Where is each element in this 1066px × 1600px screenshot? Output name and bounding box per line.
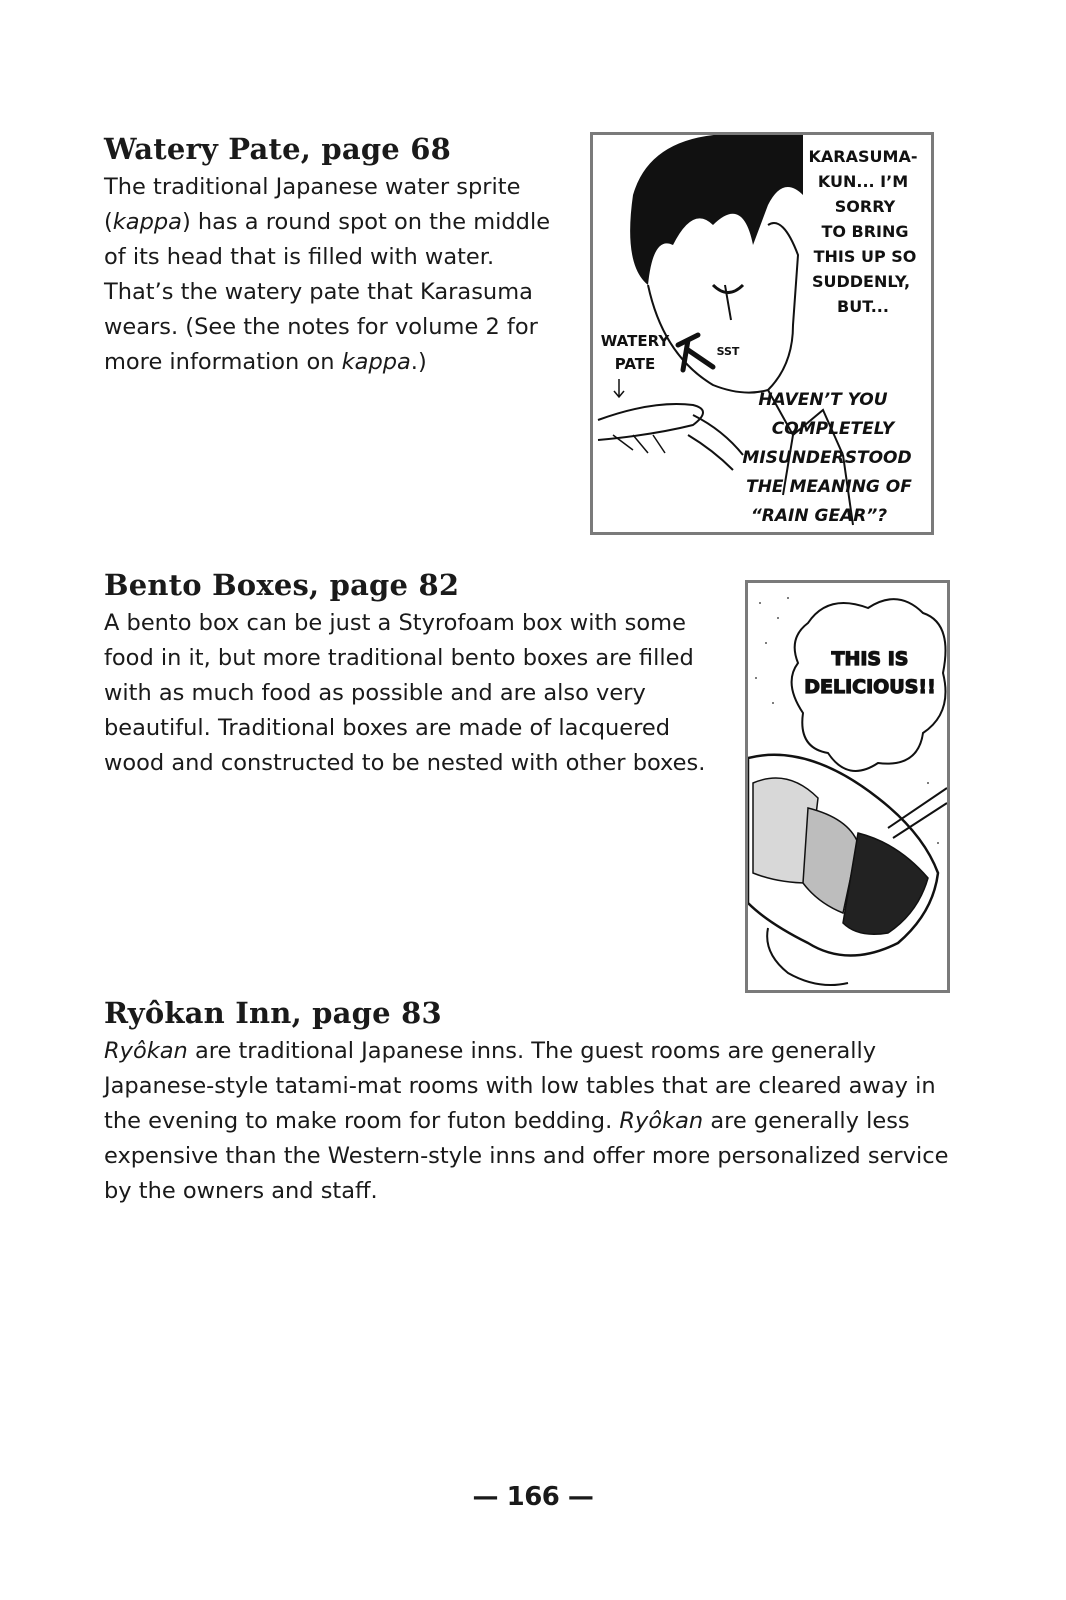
- manga-illustration-karasuma: [593, 135, 931, 532]
- caption-line: HAVEN’T YOU: [758, 390, 888, 410]
- speech-line: SORRY: [834, 197, 896, 216]
- speech-line: THIS UP SO: [813, 247, 917, 266]
- body-text-run: .): [410, 349, 427, 375]
- body-text-run: ) has a round spot on the middle of its head that is filled with water. That’s the watery pate that Karasuma wears. (See the notes for volume 2 for more information on: [104, 209, 551, 375]
- label-line: WATERY: [600, 332, 670, 350]
- speech-line: DELICIOUS!!: [804, 676, 936, 698]
- manga-panel-bento: [745, 580, 950, 993]
- speech-line: BUT...: [837, 297, 889, 316]
- body-text-run: The traditional Japanese water sprite (: [104, 174, 521, 235]
- body-text-run: are generally less expensive than the Western-style inns and offer more personalized service by the owners and staff.: [104, 1108, 949, 1204]
- sfx-text: SST: [716, 345, 740, 358]
- speech-line: THIS IS: [831, 648, 909, 670]
- watery-pate-label: [601, 332, 671, 397]
- section-heading: Ryôkan Inn, page 83: [104, 996, 442, 1030]
- face-outline: [648, 223, 798, 393]
- eye-line: [713, 285, 743, 293]
- page-number: — 166 —: [472, 1482, 594, 1512]
- speech-line: KUN... I’M: [817, 172, 909, 191]
- body-italic-term: kappa: [112, 209, 182, 235]
- section-watery-pate: [104, 132, 564, 380]
- speech-bubble-text: [809, 147, 918, 316]
- caption-text: [742, 390, 912, 526]
- body-italic-term: Ryôkan: [619, 1108, 704, 1134]
- section-body: [104, 170, 564, 380]
- section-ryokan-inn: [104, 996, 974, 1209]
- manga-illustration-bento: [748, 583, 947, 990]
- speech-line: KARASUMA-: [808, 147, 918, 166]
- caption-line: “RAIN GEAR”?: [750, 506, 888, 526]
- hair-shape: [630, 135, 803, 285]
- sfx-mark: [678, 335, 713, 370]
- body-italic-term: Ryôkan: [104, 1038, 188, 1064]
- watery-pate-object: [598, 404, 703, 440]
- speech-line: SUDDENLY,: [811, 272, 911, 291]
- body-text-run: are traditional Japanese inns. The guest rooms are generally Japanese-style tatami-mat rooms with low tables that are cleared away in the evening to make room for futon bedding.: [104, 1038, 936, 1134]
- eye-detail: [725, 285, 731, 320]
- label-arrow: [614, 379, 624, 397]
- section-heading: Watery Pate, page 68: [104, 132, 452, 166]
- speech-line: TO BRING: [821, 222, 909, 241]
- section-body: A bento box can be just a Styrofoam box with some food in it, but more traditional bento boxes are filled with as much food as possible and are also very beautiful. Traditional boxes are made of lacquered wood and constructed to be nested with other boxes.: [104, 610, 706, 776]
- manga-panel-watery-pate: [590, 132, 934, 535]
- body-italic-term: kappa: [341, 349, 411, 375]
- caption-line: MISUNDERSTOOD: [742, 448, 912, 468]
- section-body: [104, 1034, 974, 1209]
- section-heading: Bento Boxes, page 82: [104, 568, 460, 602]
- label-line: PATE: [614, 355, 656, 373]
- caption-line: COMPLETELY: [771, 419, 895, 439]
- section-bento-boxes: [104, 568, 734, 781]
- caption-line: THE MEANING OF: [746, 477, 912, 497]
